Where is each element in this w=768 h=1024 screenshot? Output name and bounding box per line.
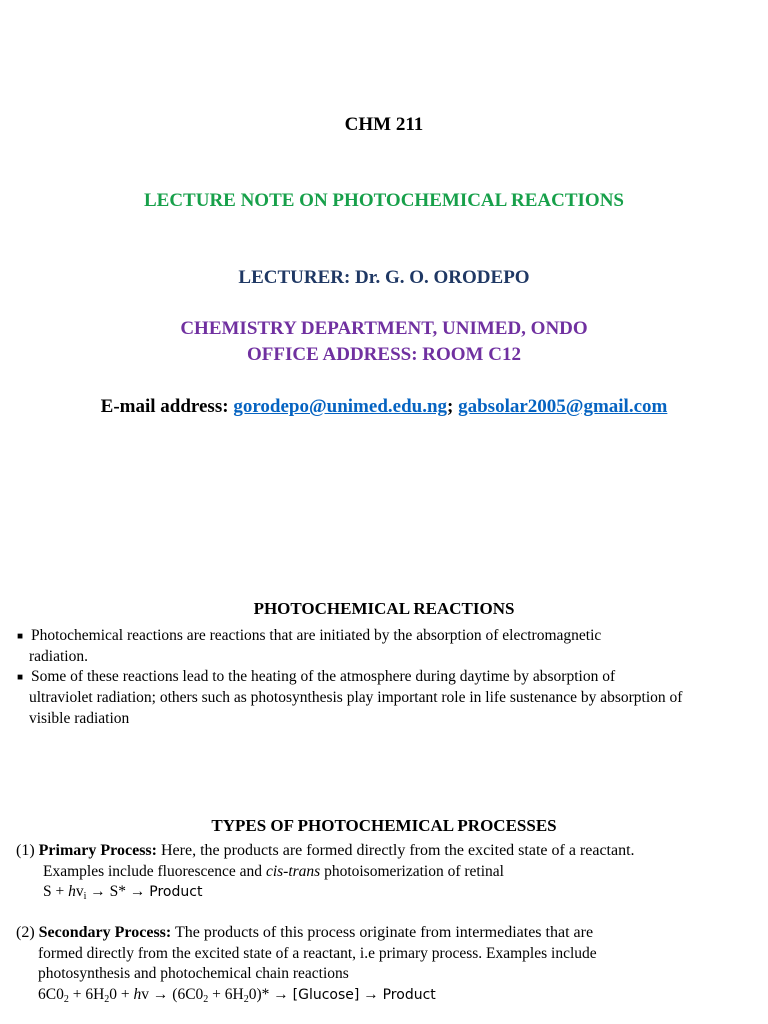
eq-part: 0)* → <box>248 986 293 1003</box>
email-label: E-mail address: <box>100 396 229 417</box>
section-heading-photochemical-reactions: PHOTOCHEMICAL REACTIONS <box>253 599 515 618</box>
eq-part: v → (6C0 <box>141 986 204 1003</box>
secondary-number: (2) <box>16 924 35 941</box>
bullet-2-line-3: visible radiation <box>29 710 130 727</box>
secondary-process-line-3: photosynthesis and photochemical chain reactions <box>38 965 349 982</box>
secondary-process-line-2: formed directly from the excited state of a reactant, i.e primary process. Examples include <box>38 945 597 962</box>
bullet-1-line-2: radiation. <box>29 648 88 665</box>
secondary-equation <box>38 986 436 1004</box>
eq-sub: 2 <box>104 994 110 1005</box>
eq-part: S + <box>43 883 65 900</box>
email-separator: ; <box>447 396 454 417</box>
bullet-2-line-1: Some of these reactions lead to the heating of the atmosphere during daytime by absorption of <box>31 668 616 685</box>
email-link-secondary[interactable]: gabsolar2005@gmail.com <box>458 396 668 417</box>
eq-part: → S* → <box>90 883 146 900</box>
primary-text-2a: Examples include fluorescence and <box>43 863 263 880</box>
eq-v: v <box>75 883 84 900</box>
eq-h: h <box>133 986 142 1003</box>
eq-part: → <box>359 986 383 1003</box>
eq-part: 0 + <box>109 986 134 1003</box>
primary-number: (1) <box>16 842 35 859</box>
primary-process-line-1 <box>16 842 635 860</box>
email-line <box>0 396 768 418</box>
office-address: OFFICE ADDRESS: ROOM C12 <box>247 344 521 365</box>
section-heading-types: TYPES OF PHOTOCHEMICAL PROCESSES <box>211 816 557 835</box>
primary-label: Primary Process: <box>38 842 157 859</box>
secondary-process-line-1 <box>16 924 593 942</box>
eq-glucose: [Glucose] <box>292 987 360 1003</box>
cis-trans-term: cis-trans <box>265 863 321 880</box>
eq-product: Product <box>149 884 203 900</box>
eq-sub: 2 <box>203 994 209 1005</box>
primary-equation <box>43 883 202 901</box>
secondary-text-1: The products of this process originate from intermediates that are <box>174 924 594 941</box>
bullet-2-line-2: ultraviolet radiation; others such as photosynthesis play important role in life sustenance by absorption of <box>29 689 683 706</box>
eq-part: + 6H <box>68 986 105 1003</box>
primary-text-2b: photoisomerization of retinal <box>324 863 504 880</box>
eq-h: h <box>68 883 76 900</box>
eq-product: Product <box>382 987 436 1003</box>
department: CHEMISTRY DEPARTMENT, UNIMED, ONDO <box>180 318 588 339</box>
primary-text-1: Here, the products are formed directly from the excited state of a reactant. <box>160 842 635 859</box>
eq-sub: i <box>83 891 87 902</box>
eq-part: 6C0 <box>38 986 64 1003</box>
primary-process-line-2 <box>43 863 504 881</box>
lecturer-name: LECTURER: Dr. G. O. ORODEPO <box>238 267 530 288</box>
eq-sub: 2 <box>63 994 69 1005</box>
secondary-label: Secondary Process: <box>38 924 172 941</box>
bullet-icon: ■ <box>17 631 24 642</box>
email-link-primary[interactable]: gorodepo@unimed.edu.ng <box>233 396 448 417</box>
eq-part: + 6H <box>208 986 244 1003</box>
eq-sub: 2 <box>243 994 249 1005</box>
lecture-title: LECTURE NOTE ON PHOTOCHEMICAL REACTIONS <box>143 190 624 211</box>
bullet-icon: ■ <box>17 672 24 683</box>
course-code: CHM 211 <box>344 114 424 135</box>
bullet-1-line-1: Photochemical reactions are reactions that are initiated by the absorption of electromagnetic <box>31 627 602 644</box>
